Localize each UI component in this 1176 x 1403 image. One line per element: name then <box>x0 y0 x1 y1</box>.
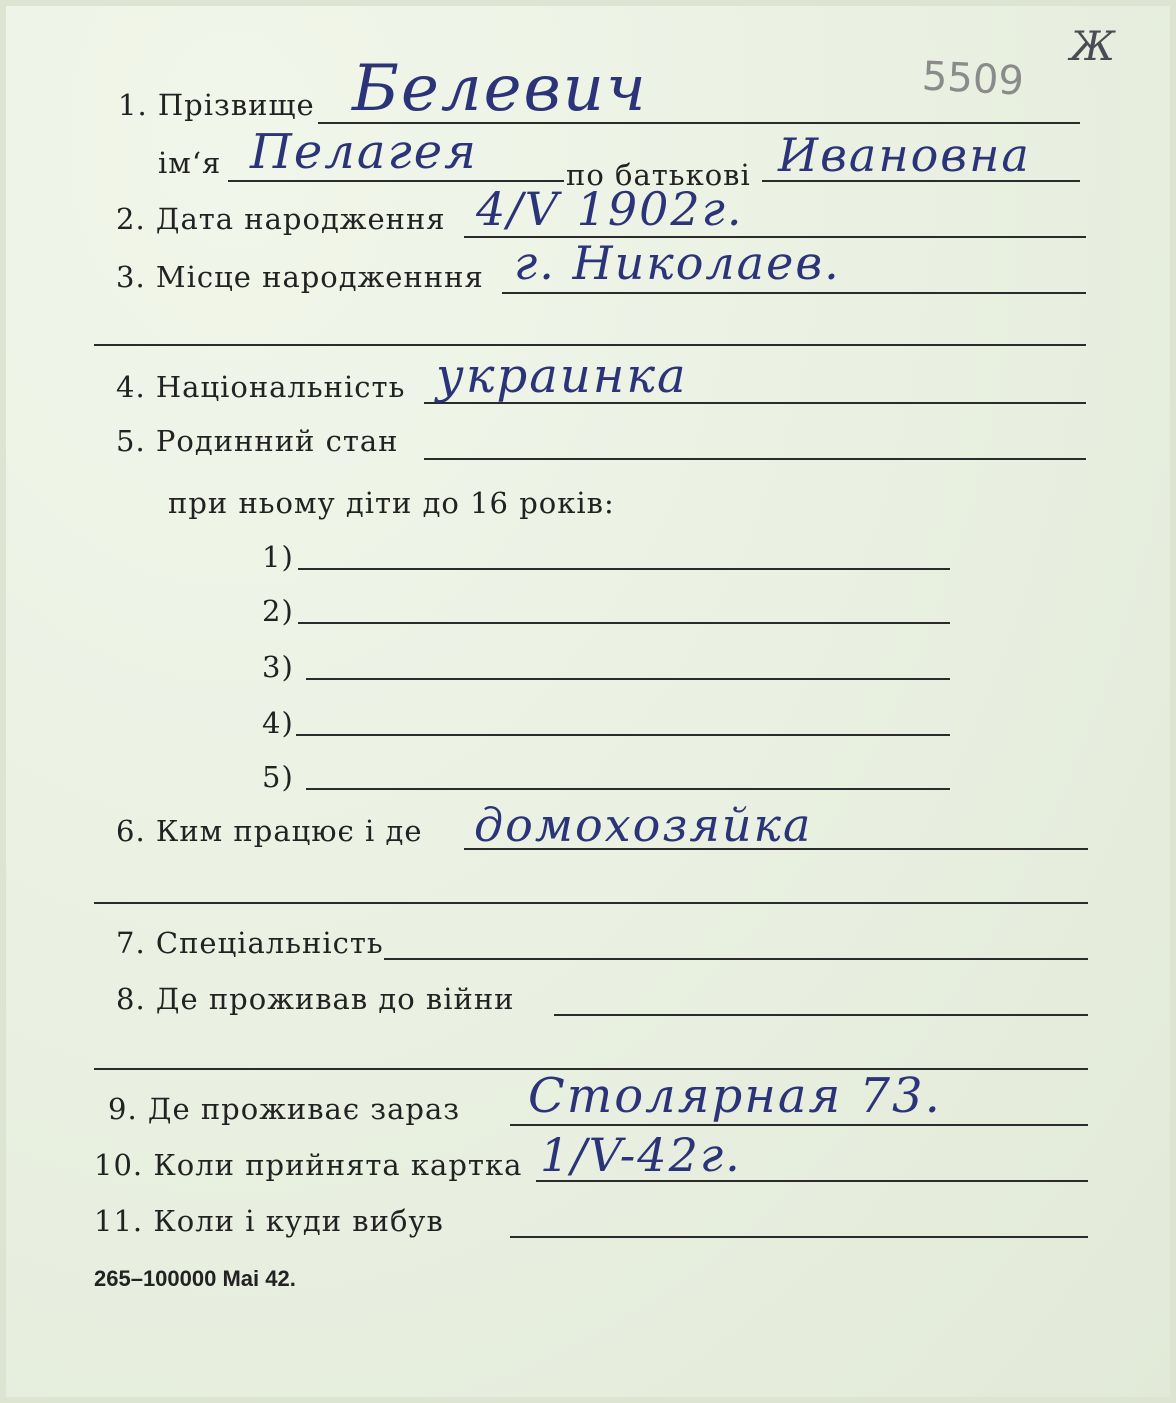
nationality-label: 4. Національність <box>116 370 406 404</box>
departure-label: 11. Коли і куди вибув <box>94 1204 444 1238</box>
surname-value: Белевич <box>352 52 648 126</box>
card-date-label: 10. Коли прийнята картка <box>94 1148 523 1182</box>
child-line <box>296 734 950 736</box>
birth-date-value: 4/V 1902г. <box>476 182 744 236</box>
child-number: 1) <box>262 540 294 574</box>
card-date-value: 1/V-42г. <box>540 1128 742 1182</box>
child-number: 2) <box>262 594 294 628</box>
marital-label: 5. Родинний стан <box>116 424 399 458</box>
birth-date-label: 2. Дата народження <box>116 202 446 236</box>
marital-line <box>424 458 1086 460</box>
prewar-label: 8. Де проживав до війни <box>116 982 515 1016</box>
prewar-line <box>554 1014 1088 1016</box>
specialty-line <box>384 958 1088 960</box>
name-value: Пелагея <box>250 124 478 180</box>
print-code: 265–100000 Mai 42. <box>94 1266 296 1291</box>
current-address-label: 9. Де проживає зараз <box>108 1092 461 1126</box>
birth-place-value: г. Николаев. <box>514 236 841 290</box>
child-line <box>298 568 950 570</box>
work-value: домохозяйка <box>474 798 813 852</box>
patronymic-value: Ивановна <box>778 128 1031 182</box>
child-line <box>306 788 950 790</box>
birth-place-line <box>502 292 1086 294</box>
departure-line <box>510 1236 1088 1238</box>
children-label: при ньому діти до 16 років: <box>168 486 615 520</box>
child-line <box>298 622 950 624</box>
name-label: ім‘я <box>158 146 222 180</box>
current-address-value: Столярная 73. <box>528 1068 942 1124</box>
current-address-line <box>510 1124 1088 1126</box>
child-number: 4) <box>262 706 294 740</box>
work-label: 6. Ким працює і де <box>116 814 423 848</box>
work-line-2 <box>94 902 1088 904</box>
child-line <box>306 678 950 680</box>
specialty-label: 7. Спеціальність <box>116 926 384 960</box>
archive-mark: Ж <box>1070 24 1117 70</box>
birth-place-line-2 <box>94 344 1086 346</box>
archive-number: 5509 <box>920 53 1025 105</box>
nationality-value: украинка <box>436 348 688 404</box>
surname-label: 1. Прізвище <box>118 88 315 122</box>
birth-place-label: 3. Місце народженння <box>116 260 484 294</box>
child-number: 3) <box>262 650 294 684</box>
child-number: 5) <box>262 760 294 794</box>
patronymic-label: по батькові <box>566 158 751 192</box>
